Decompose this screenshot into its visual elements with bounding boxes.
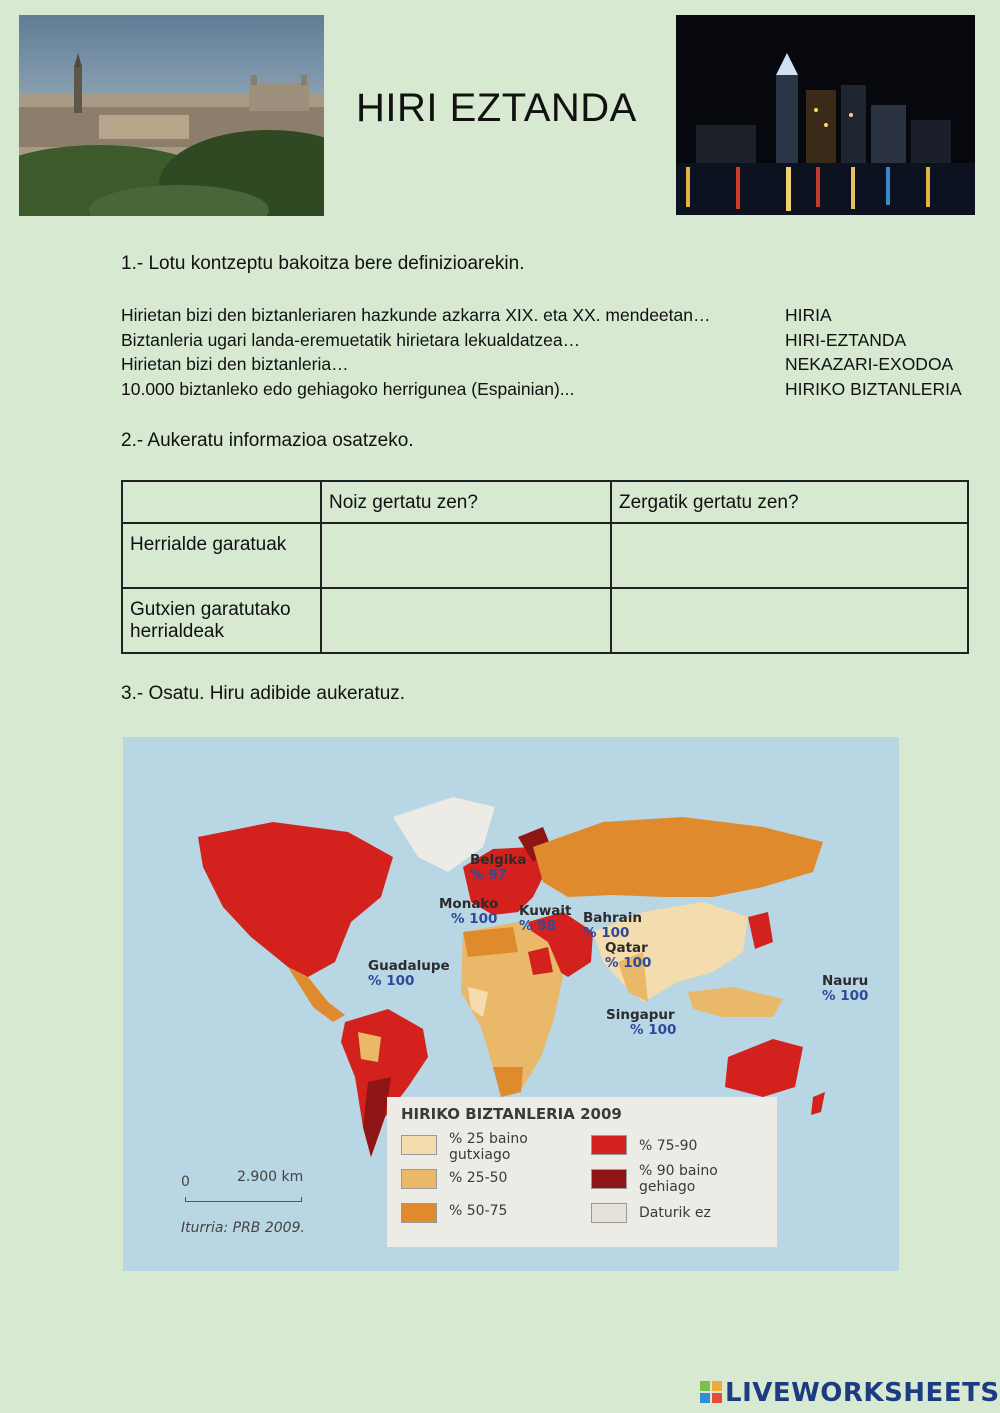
- answer-cell[interactable]: [611, 523, 968, 588]
- answer-cell[interactable]: [321, 523, 611, 588]
- label-nauru: Nauru % 100: [822, 973, 869, 1004]
- legend-swatch: [591, 1135, 627, 1155]
- label-singapur: Singapur % 100: [606, 1007, 677, 1038]
- legend-item-text: Daturik ez: [639, 1205, 711, 1221]
- label-monako: Monako % 100: [439, 896, 499, 927]
- concept-4[interactable]: HIRIKO BIZTANLERIA: [785, 379, 962, 399]
- concept-1[interactable]: HIRIA: [785, 305, 832, 325]
- liveworksheets-logo: [700, 1378, 1000, 1408]
- label-kuwait: Kuwait % 98: [519, 903, 572, 934]
- question-3-heading: 3.- Osatu. Hiru adibide aukeratuz.: [121, 683, 406, 704]
- table-header-empty: [122, 481, 321, 523]
- scale-bar: [185, 1197, 302, 1202]
- table-row-label: Herrialde garatuak: [122, 523, 321, 588]
- liveworksheets-icon: [700, 1381, 722, 1403]
- legend-item-text: % 90 baino gehiago: [639, 1163, 718, 1195]
- definition-3: Hirietan bizi den biztanleria…: [121, 354, 349, 374]
- label-belgika: Belgika % 97: [470, 852, 527, 883]
- legend-item-text: % 75-90: [639, 1138, 698, 1154]
- scale-distance: 2.900 km: [237, 1169, 304, 1185]
- label-bahrain: Bahrain % 100: [583, 910, 643, 941]
- map-source: Iturria: PRB 2009.: [181, 1220, 305, 1236]
- world-urban-population-map: [123, 737, 899, 1271]
- concept-2[interactable]: HIRI-EZTANDA: [785, 330, 907, 350]
- legend-swatch: [401, 1169, 437, 1189]
- legend-item-text: % 25 baino gutxiago: [449, 1131, 528, 1163]
- definition-2: Biztanleria ugari landa-eremuetatik hirietara lekualdatzea…: [121, 330, 581, 350]
- label-guadalupe: Guadalupe % 100: [368, 958, 450, 989]
- definition-4: 10.000 biztanleko edo gehiagoko herrigunea (Espainian)...: [121, 379, 575, 399]
- table-header-when: Noiz gertatu zen?: [321, 481, 611, 523]
- page-title: HIRI EZTANDA: [356, 86, 637, 130]
- definition-1: Hirietan bizi den biztanleriaren hazkunde azkarra XIX. eta XX. mendeetan…: [121, 305, 711, 325]
- legend-swatch: [591, 1203, 627, 1223]
- brand-text: LIVEWORKSHEETS: [725, 1378, 1000, 1408]
- legend-item-text: % 25-50: [449, 1170, 508, 1186]
- legend-swatch: [401, 1203, 437, 1223]
- question-2-heading: 2.- Aukeratu informazioa osatzeko.: [121, 430, 414, 451]
- concept-3[interactable]: NEKAZARI-EXODOA: [785, 354, 954, 374]
- label-qatar: Qatar % 100: [605, 940, 652, 971]
- legend-swatch: [401, 1135, 437, 1155]
- legend-swatch: [591, 1169, 627, 1189]
- answer-cell[interactable]: [611, 588, 968, 653]
- answer-cell[interactable]: [321, 588, 611, 653]
- table-row-label: Gutxien garatutako herrialdeak: [122, 588, 321, 653]
- table-header-why: Zergatik gertatu zen?: [611, 481, 968, 523]
- scale-zero: 0: [181, 1174, 190, 1190]
- legend-title: HIRIKO BIZTANLERIA 2009: [401, 1105, 622, 1123]
- city-photo-right: [676, 15, 975, 215]
- info-table: [121, 480, 969, 654]
- question-1-heading: 1.- Lotu kontzeptu bakoitza bere definizioarekin.: [121, 253, 525, 274]
- legend-item-text: % 50-75: [449, 1203, 508, 1219]
- city-photo-left: [19, 15, 324, 216]
- map-legend: [387, 1097, 777, 1247]
